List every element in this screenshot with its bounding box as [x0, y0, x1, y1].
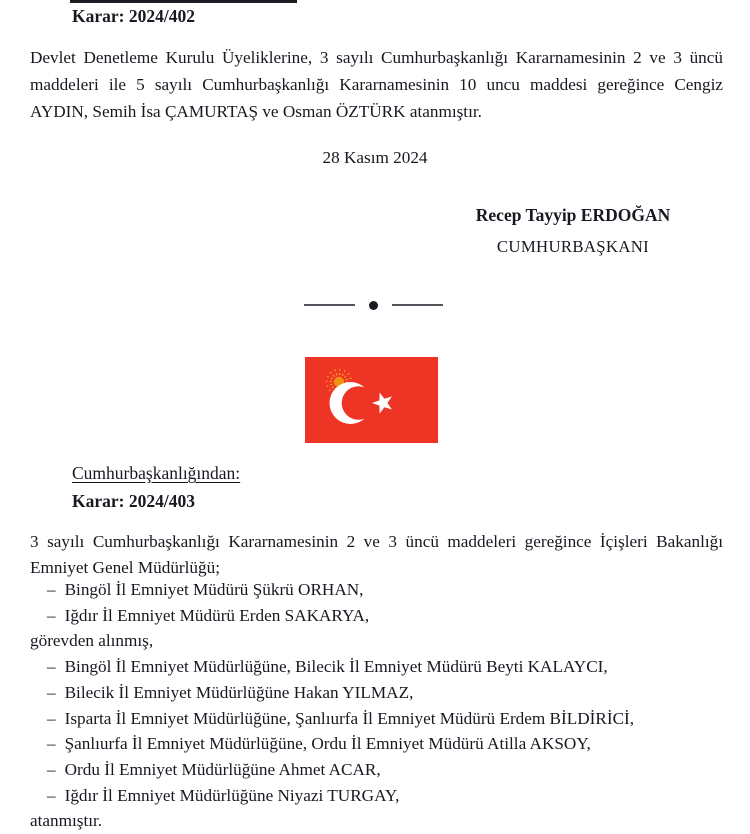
dash-marker: – [47, 580, 56, 599]
dismissed-note: görevden alınmış, [30, 631, 154, 651]
turkish-flag-icon [305, 357, 438, 443]
dash-marker: – [47, 682, 56, 702]
signature-block [423, 205, 723, 257]
separator-bullet [369, 301, 378, 310]
list-item-text: Bilecik İl Emniyet Müdürlüğüne Hakan YILMAZ, [64, 682, 414, 702]
separator-right-rule [392, 304, 443, 307]
decision-403-intro: 3 sayılı Cumhurbaşkanlığı Kararnamesinin 2 ve 3 üncü maddeleri gereğince İçişleri Bakanlığı Emniyet Genel Müdürlüğü; [30, 532, 723, 578]
decision-403-heading: Cumhurbaşkanlığından: [72, 463, 241, 483]
list-item-text: Iğdır İl Emniyet Müdürlüğüne Niyazi TURGAY, [64, 785, 400, 805]
list-item-text: Ordu İl Emniyet Müdürlüğüne Ahmet ACAR, [64, 759, 381, 779]
previous-heading-underline [70, 0, 297, 3]
list-item-dismissed [30, 577, 736, 603]
decision-402-date: 28 Kasım 2024 [322, 148, 428, 167]
dash-marker: – [47, 605, 56, 625]
decision-402-body: Devlet Denetleme Kurulu Üyeliklerine, 3 sayılı Cumhurbaşkanlığı Kararnamesinin 2 ve 3 üncü maddeleri ile 5 sayılı Cumhurbaşkanlığı Kararnamesinin 10 uncu maddesi gereğince Cengiz AYDIN, Semih İsa ÇAMURTAŞ ve Osman ÖZTÜRK atanmıştır. [30, 48, 723, 122]
separator-left-rule [304, 304, 355, 307]
list-item-appointed [30, 731, 736, 757]
section-separator [290, 298, 456, 312]
list-item-appointed [30, 757, 736, 783]
dash-marker: – [47, 759, 56, 779]
list-item-text: Isparta İl Emniyet Müdürlüğüne, Şanlıurfa İl Emniyet Müdürü Erdem BİLDİRİCİ, [64, 708, 635, 728]
appointed-note: atanmıştır. [30, 811, 103, 831]
dash-marker: – [47, 734, 56, 754]
list-item-appointed [30, 783, 736, 809]
dash-marker: – [47, 785, 56, 805]
list-item-dismissed [30, 603, 736, 629]
list-item-appointed [30, 654, 736, 680]
list-item-text: Iğdır İl Emniyet Müdürü Erden SAKARYA, [64, 605, 370, 625]
list-item-text: Bingöl İl Emniyet Müdürlüğüne, Bilecik İl Emniyet Müdürü Beyti KALAYCI, [64, 657, 608, 677]
list-item-text: Bingöl İl Emniyet Müdürü Şükrü ORHAN, [64, 580, 364, 599]
list-item-appointed [30, 680, 736, 706]
signer-title: CUMHURBAŞKANI [496, 237, 650, 256]
decision-403-list [30, 577, 736, 834]
turkish-flag-image [305, 357, 438, 443]
dash-marker: – [47, 708, 56, 728]
dash-marker: – [47, 657, 56, 677]
decision-402-number: Karar: 2024/402 [72, 6, 195, 26]
signer-name: Recep Tayyip ERDOĞAN [475, 205, 671, 225]
decision-403-number: Karar: 2024/403 [72, 491, 195, 511]
list-item-appointed [30, 706, 736, 732]
list-item-text: Şanlıurfa İl Emniyet Müdürlüğüne, Ordu İl Emniyet Müdürü Atilla AKSOY, [64, 734, 591, 754]
